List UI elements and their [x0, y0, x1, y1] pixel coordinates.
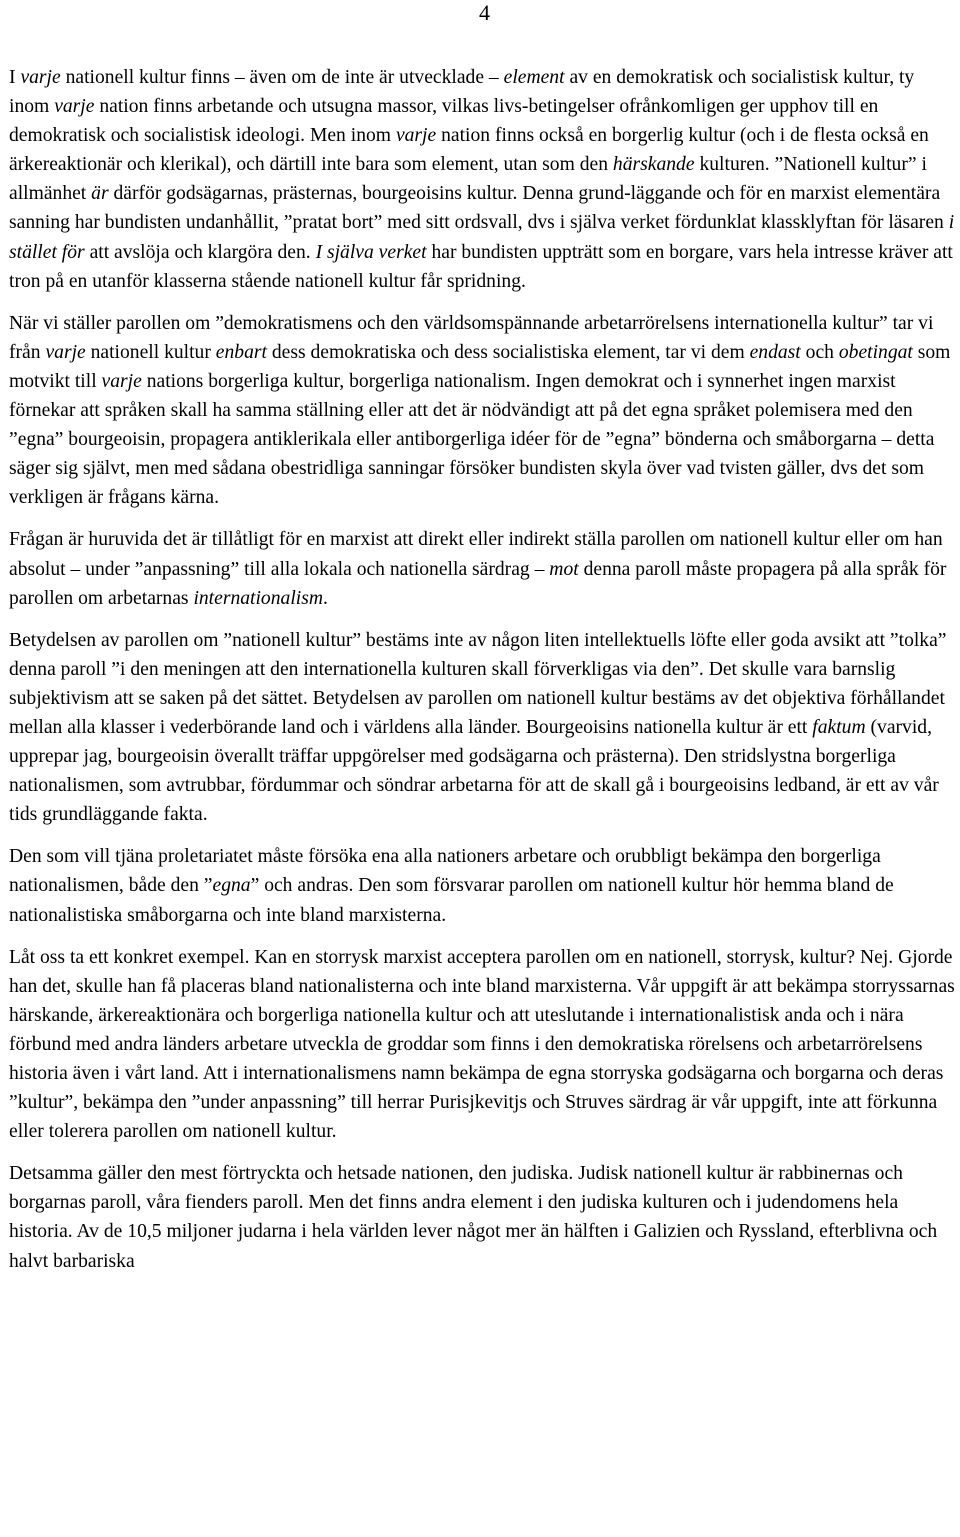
- text-run: ” och andras. Den som försvarar parollen om nationell kultur hör hemma bland de nationalistiska småborgarna och inte bland marxisterna.: [9, 875, 894, 926]
- text-run: dess demokratiska och dess socialistiska element, tar vi dem: [266, 341, 750, 363]
- text-run: Detsamma gäller den mest förtryckta och hetsade nationen, den judiska. Judisk nationell kultur är rabbinernas och borgarnas paroll, våra fienders paroll. Men det finns andra element i den judiska kulturen och i judendomens hela historia. Av de 10,5 miljoner judarna i hela världen lever något mer än hälften i Galizien och Ryssland, efterblivna och halvt barbariska: [9, 1163, 938, 1272]
- text-run: I: [9, 67, 21, 88]
- text-run: av en demokratisk och socialistisk kultur, ty inom: [9, 67, 915, 118]
- text-run: Betydelsen av parollen om ”nationell kultur” bestäms inte av någon liten intellektuells löfte eller goda avsikt att ”tolka” denna paroll ”i den meningen att den internationella kulturen skall förverkligas via den”. Det skulle vara barnslig subjektivism att se saken på det sättet. Betydelsen av parollen om nationell kultur bestäms av det objektiva förhållandet mellan alla klasser i vederbörande land och i världens alla länder. Bourgeoisins nationella kultur är ett: [9, 629, 947, 738]
- text-run: som motvikt till: [9, 341, 951, 392]
- text-run: Låt oss ta ett konkret exempel. Kan en storrysk marxist acceptera parollen om en nationell, storrysk, kultur? Nej. Gjorde han det, skulle han få placeras bland nationalisterna och inte bland marxisterna. Vår uppgift är att bekämpa storryssarnas härskande, ärkereaktionära och borgerliga nationella kultur och att uteslutande i internationalistisk anda och i nära förbund med andra länders arbetare utveckla de groddar som finns i den demokratiska rörelsens och arbetarrörelsens historia även i vårt land. Att i internationalismens namn bekämpa de egna storryska godsägarna och borgarna och deras ”kultur”, bekämpa den ”under anpassning” till herrar Purisjkevitjs och Struves särdrag är vår uppgift, inte att förkunna eller tolerera parollen om nationell kultur.: [9, 946, 955, 1143]
- paragraph-7: [9, 1159, 955, 1275]
- emphasis-text: enbart: [215, 341, 267, 363]
- paragraph-2: [9, 309, 955, 513]
- emphasis-text: varje: [101, 370, 142, 392]
- emphasis-text: är: [91, 183, 109, 205]
- text-run: därför godsägarnas, prästernas, bourgeoisins kultur. Denna grund-läggande och för en marxist elementära sanning har bundisten undanhållit, ”pratat bort” med sitt ordsvall, dvs i själva verket fördunklat klassklyftan för läsaren: [9, 183, 949, 234]
- emphasis-text: i stället för: [9, 212, 955, 263]
- text-run: att avslöja och klargöra den.: [84, 241, 316, 263]
- text-run: och: [800, 341, 839, 363]
- emphasis-text: element: [503, 67, 565, 88]
- text-run: kulturen. ”Nationell kultur” i allmänhet: [9, 154, 927, 205]
- text-run: nations borgerliga kultur, borgerliga nationalism. Ingen demokrat och i synnerhet ingen marxist förnekar att språken skall ha samma ställning eller att det är nödvändigt att på det egna språket polemisera med den ”egna” bourgeoisin, propagera antiklerikala eller antiborgerliga idéer för de ”egna” bönderna och småborgarna – detta säger sig självt, men med sådana obestridliga sanningar försöker bundisten skyla över vad tvisten gäller, dvs det som verkligen är frågans kärna.: [9, 370, 935, 509]
- paragraph-5: [9, 842, 955, 929]
- emphasis-text: härskande: [612, 154, 695, 176]
- emphasis-text: internationalism: [193, 587, 323, 609]
- text-run: .: [322, 587, 328, 609]
- emphasis-text: egna: [212, 875, 251, 897]
- emphasis-text: obetingat: [838, 341, 913, 363]
- text-run: Frågan är huruvida det är tillåtligt för en marxist att direkt eller indirekt ställa parollen om nationell kultur eller om han absolut – under ”anpassning” till alla lokala och nationella särdrag –: [9, 529, 943, 580]
- emphasis-text: varje: [395, 125, 437, 147]
- emphasis-text: mot: [549, 558, 579, 580]
- emphasis-text: varje: [54, 96, 95, 118]
- text-run: nationell kultur finns – även om de inte är utvecklade –: [60, 67, 504, 88]
- emphasis-text: endast: [749, 341, 801, 363]
- paragraph-1: [9, 63, 955, 296]
- emphasis-text: faktum: [812, 716, 866, 738]
- text-run: Den som vill tjäna proletariatet måste försöka ena alla nationers arbetare och orubbligt bekämpa den borgerliga nationalismen, både den ”: [9, 846, 881, 897]
- emphasis-text: varje: [45, 341, 86, 363]
- text-run: nation finns arbetande och utsugna massor, vilkas livs-betingelser ofrånkomligen ger upphov till en demokratisk och socialistisk ideologi. Men inom: [9, 96, 879, 147]
- paragraph-6: [9, 943, 955, 1147]
- emphasis-text: I själva verket: [315, 241, 427, 263]
- text-run: har bundisten uppträtt som en borgare, vars hela intresse kräver att tron på en utanför klasserna stående nationell kultur får spridning.: [9, 241, 953, 292]
- page-number: 4: [479, 0, 490, 25]
- text-run: När vi ställer parollen om ”demokratismens och den världsomspännande arbetarrörelsens internationella kultur” tar vi från: [9, 312, 934, 363]
- paragraph-3: [9, 525, 955, 612]
- emphasis-text: varje: [20, 67, 61, 88]
- text-run: nation finns också en borgerlig kultur (och i de flesta också en ärkereaktionär och klerikal), och därtill inte bara som element, utan som den: [9, 125, 929, 176]
- text-run: (varvid, upprepar jag, bourgeoisin överallt träffar uppgörelser med godsägarna och prästerna). Den stridslystna borgerliga nationalismen, som avtrubbar, fördummar och söndrar arbetarna för att de skall gå i bourgeoisins ledband, är ett av vår tids grundläggande fakta.: [9, 716, 939, 826]
- document-body: [9, 63, 955, 1289]
- text-run: denna paroll måste propagera på alla språk för parollen om arbetarnas: [9, 558, 947, 609]
- text-run: nationell kultur: [85, 341, 216, 363]
- paragraph-4: [9, 626, 955, 830]
